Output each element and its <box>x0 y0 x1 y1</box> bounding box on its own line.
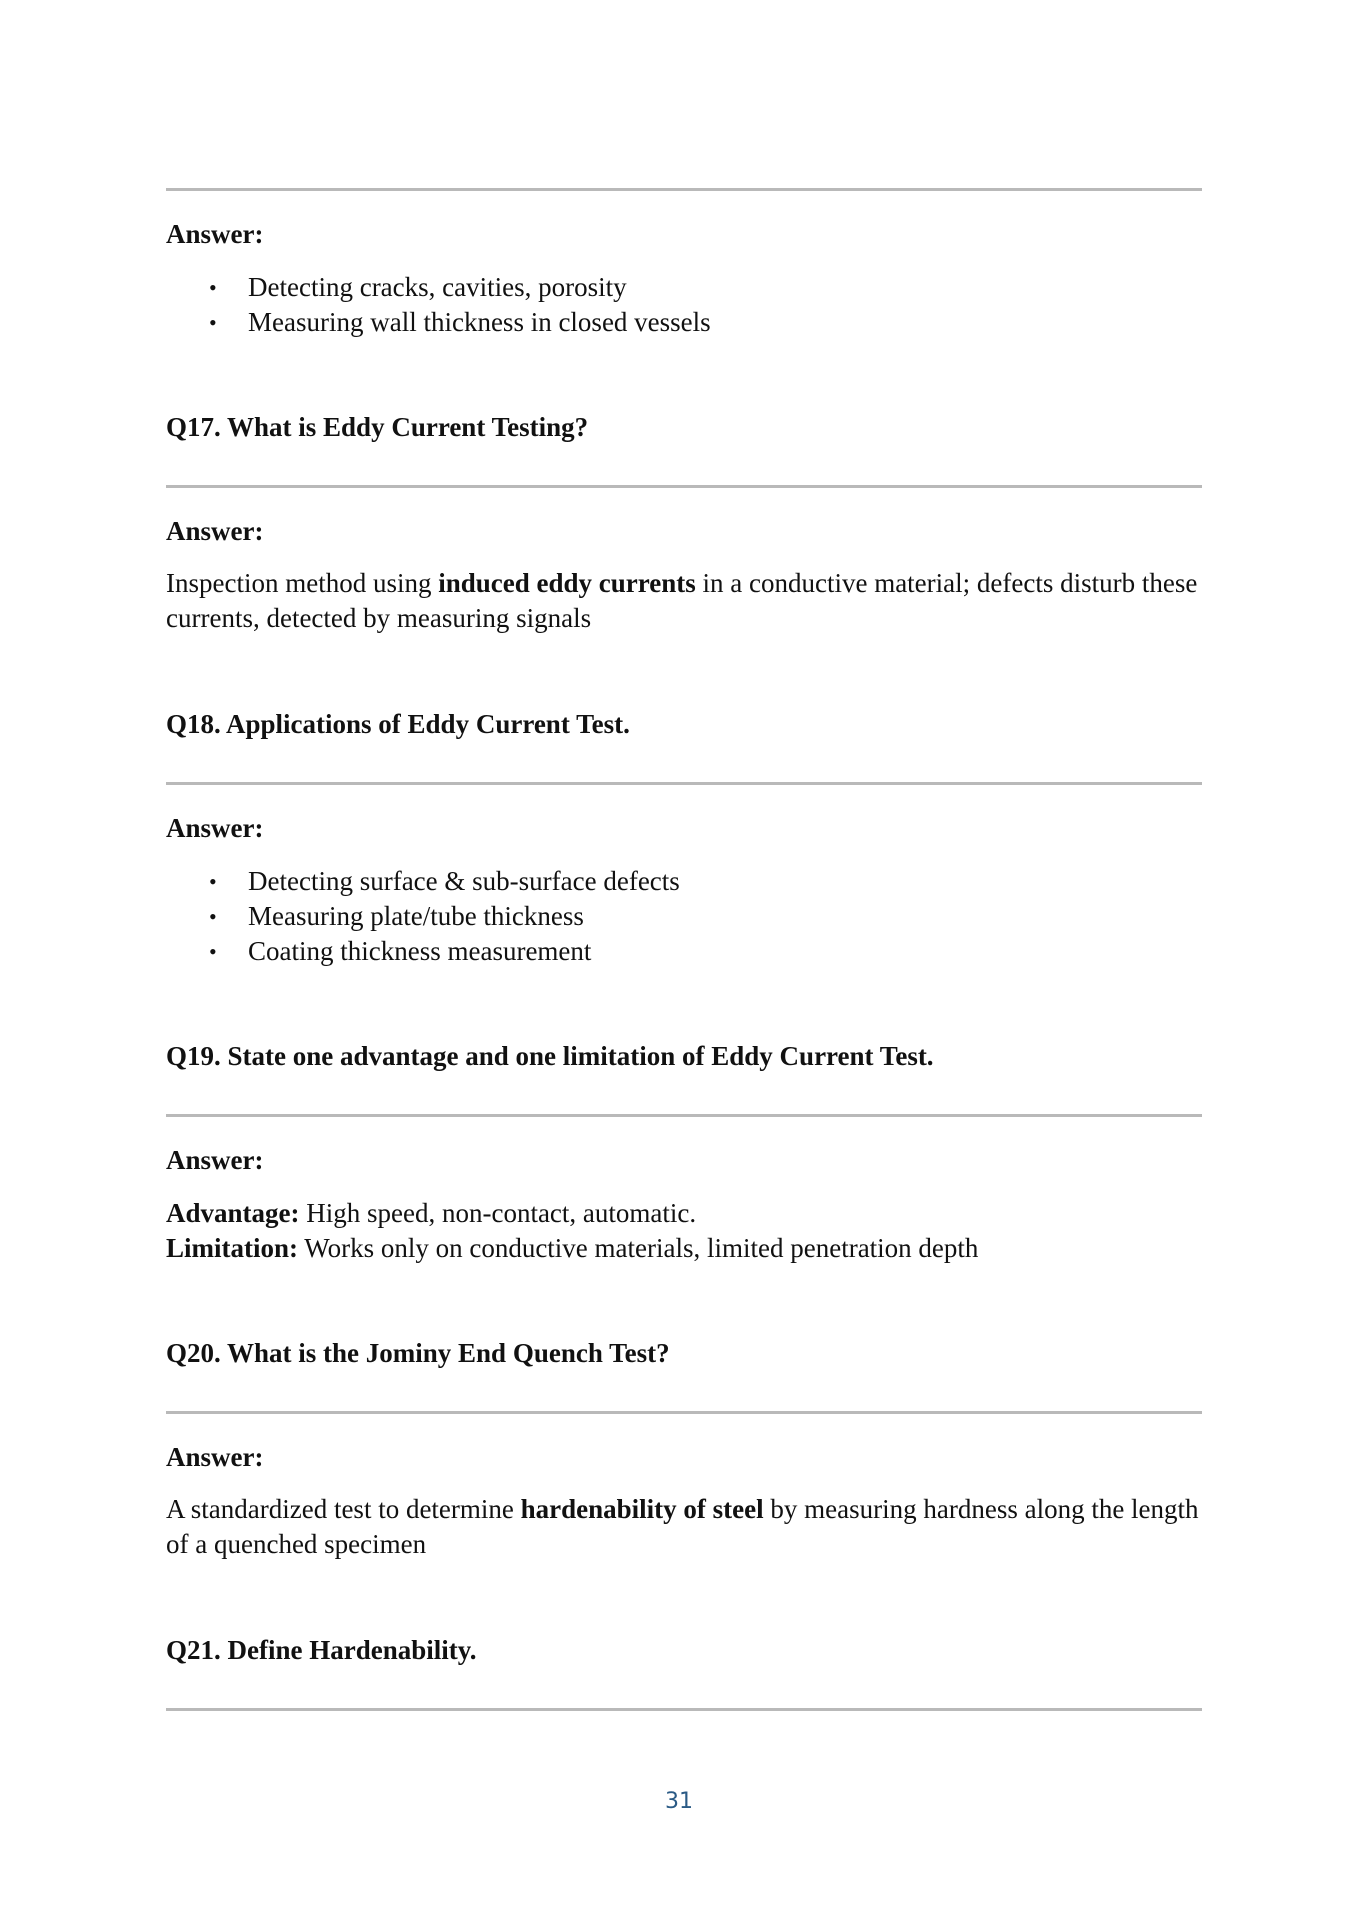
divider <box>166 188 1202 191</box>
list-item: • Measuring wall thickness in closed vessels <box>166 305 711 340</box>
answer-bullet-list <box>166 864 680 969</box>
question-heading: Q19. State one advantage and one limitation of Eddy Current Test. <box>166 1041 934 1071</box>
bullet-icon: • <box>209 904 217 929</box>
bullet-icon: • <box>209 310 217 335</box>
list-item: • Measuring plate/tube thickness <box>166 899 680 934</box>
divider <box>166 485 1202 488</box>
divider <box>166 1411 1202 1414</box>
divider <box>166 1114 1202 1117</box>
answer-label: Answer: <box>166 1145 264 1175</box>
bullet-icon: • <box>209 869 217 894</box>
divider <box>166 782 1202 785</box>
answer-paragraph: Inspection method using induced eddy currents in a conductive material; defects disturb these currents, detected by measuring signals <box>166 568 1198 633</box>
answer-label: Answer: <box>166 1442 264 1472</box>
advantage-line: Advantage: High speed, non-contact, automatic. <box>166 1198 697 1228</box>
answer-bullet-list <box>166 270 711 340</box>
limitation-line: Limitation: Works only on conductive materials, limited penetration depth <box>166 1233 979 1263</box>
list-item: • Detecting surface & sub-surface defects <box>166 864 680 899</box>
question-heading: Q18. Applications of Eddy Current Test. <box>166 709 630 739</box>
page-number: 31 <box>665 1789 693 1814</box>
bullet-icon: • <box>209 275 217 300</box>
divider <box>166 1708 1202 1711</box>
answer-paragraph: A standardized test to determine hardenability of steel by measuring hardness along the length of a quenched specimen <box>166 1494 1199 1559</box>
list-item: • Coating thickness measurement <box>166 934 680 969</box>
answer-label: Answer: <box>166 516 264 546</box>
answer-label: Answer: <box>166 813 264 843</box>
answer-label: Answer: <box>166 219 264 249</box>
question-heading: Q20. What is the Jominy End Quench Test? <box>166 1338 670 1368</box>
list-item: • Detecting cracks, cavities, porosity <box>166 270 711 305</box>
question-heading: Q17. What is Eddy Current Testing? <box>166 412 589 442</box>
bullet-icon: • <box>209 939 217 964</box>
question-heading: Q21. Define Hardenability. <box>166 1635 477 1665</box>
